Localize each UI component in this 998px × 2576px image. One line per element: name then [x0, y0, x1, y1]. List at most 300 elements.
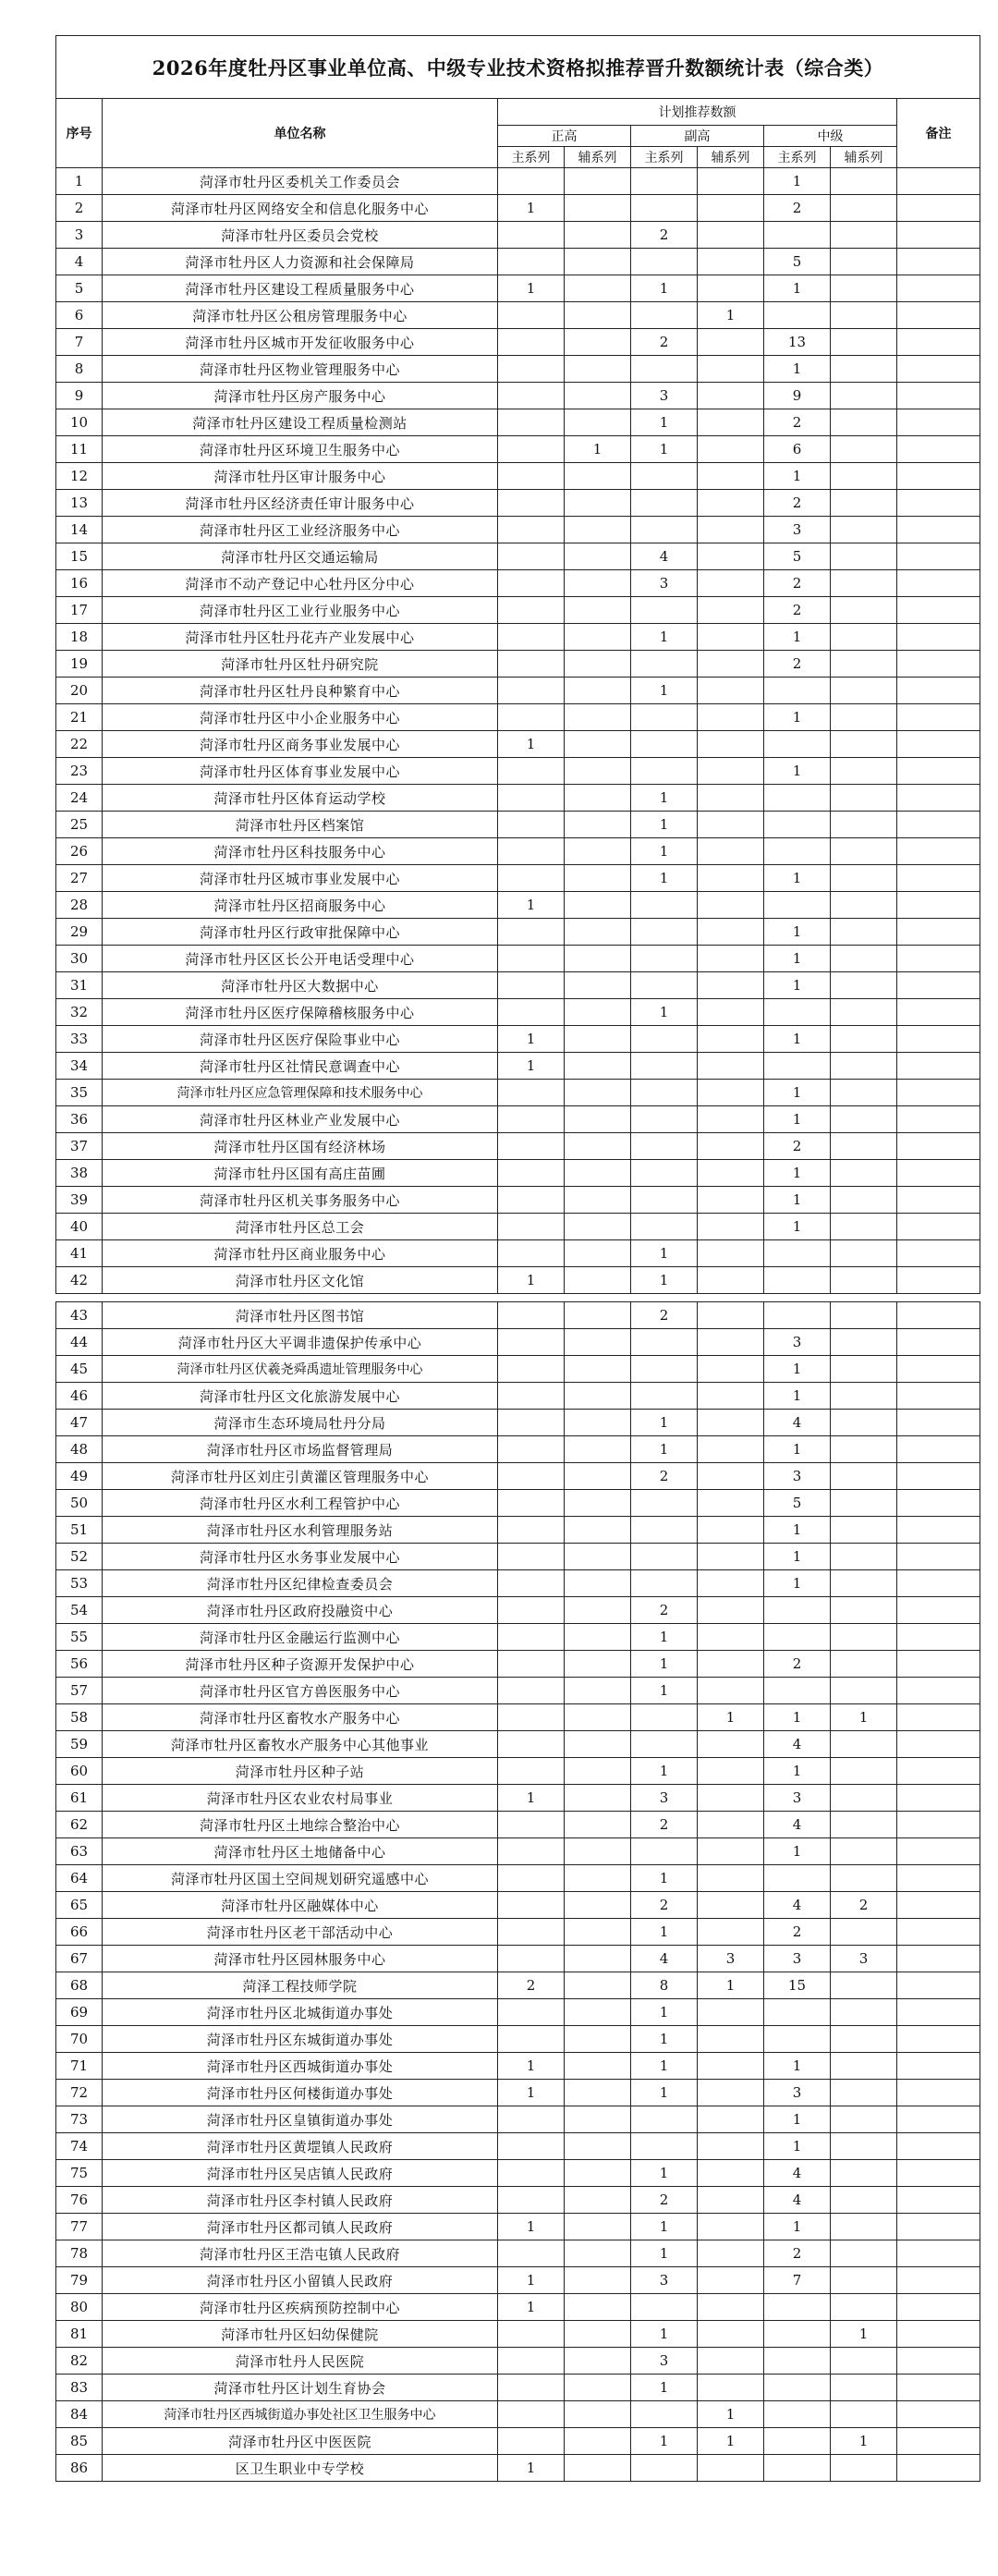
cell-zhenggao-main: 1 [498, 2455, 565, 2482]
cell-fugao-main [631, 1544, 698, 1570]
cell-seq: 85 [56, 2428, 103, 2455]
cell-note [897, 1490, 980, 1517]
cell-zhenggao-main: 1 [498, 892, 565, 919]
cell-note [897, 1187, 980, 1214]
cell-fugao-aux [698, 543, 764, 570]
cell-zhongji-main: 1 [764, 463, 831, 490]
cell-zhongji-aux [831, 812, 897, 838]
cell-zhenggao-main [498, 1214, 565, 1240]
cell-zhenggao-aux [565, 463, 631, 490]
table-row [56, 2053, 980, 2080]
cell-zhongji-main: 6 [764, 436, 831, 463]
cell-fugao-aux: 3 [698, 1946, 764, 1972]
cell-unit-name: 菏泽市牡丹区北城街道办事处 [103, 1999, 498, 2026]
cell-zhenggao-main [498, 2026, 565, 2053]
cell-zhongji-main: 4 [764, 2187, 831, 2214]
header-zhongji-aux: 辅系列 [831, 147, 897, 168]
cell-zhongji-main [764, 2428, 831, 2455]
cell-seq: 68 [56, 1972, 103, 1999]
cell-zhongji-main: 1 [764, 972, 831, 999]
cell-zhenggao-aux [565, 356, 631, 383]
table-row [56, 2428, 980, 2455]
header-zhenggao-main: 主系列 [498, 147, 565, 168]
cell-unit-name: 菏泽市牡丹区计划生育协会 [103, 2375, 498, 2401]
cell-note [897, 1329, 980, 1356]
cell-fugao-aux [698, 1410, 764, 1436]
cell-seq: 24 [56, 785, 103, 812]
table-row [56, 1026, 980, 1053]
cell-zhongji-aux [831, 731, 897, 758]
cell-fugao-main: 1 [631, 275, 698, 302]
cell-zhongji-main: 1 [764, 946, 831, 972]
cell-zhenggao-main: 1 [498, 1267, 565, 1294]
cell-zhongji-main: 1 [764, 1187, 831, 1214]
cell-unit-name: 菏泽市牡丹区疾病预防控制中心 [103, 2294, 498, 2321]
cell-zhenggao-aux [565, 1678, 631, 1704]
cell-zhenggao-main [498, 1678, 565, 1704]
cell-fugao-main: 3 [631, 2267, 698, 2294]
cell-note [897, 1240, 980, 1267]
header-note: 备注 [897, 99, 980, 168]
table-body-part2 [56, 1302, 980, 2482]
cell-zhenggao-aux [565, 1490, 631, 1517]
cell-zhenggao-main [498, 785, 565, 812]
cell-zhenggao-aux [565, 275, 631, 302]
cell-zhongji-aux [831, 2026, 897, 2053]
table-row [56, 543, 980, 570]
cell-zhenggao-aux [565, 919, 631, 946]
cell-zhenggao-main: 1 [498, 1026, 565, 1053]
cell-note [897, 1838, 980, 1865]
cell-zhongji-main [764, 2401, 831, 2428]
cell-fugao-main [631, 463, 698, 490]
table-row [56, 383, 980, 409]
cell-zhenggao-main: 1 [498, 275, 565, 302]
cell-zhongji-aux [831, 302, 897, 329]
cell-zhenggao-aux [565, 2106, 631, 2133]
cell-fugao-main: 1 [631, 1240, 698, 1267]
cell-zhenggao-main [498, 1302, 565, 1329]
cell-unit-name: 菏泽市牡丹区人力资源和社会保障局 [103, 249, 498, 275]
cell-zhongji-aux [831, 1972, 897, 1999]
cell-fugao-main [631, 892, 698, 919]
cell-seq: 2 [56, 195, 103, 222]
cell-fugao-aux [698, 731, 764, 758]
table-row [56, 1678, 980, 1704]
cell-zhenggao-aux [565, 517, 631, 543]
cell-fugao-aux [698, 1436, 764, 1463]
cell-zhenggao-aux [565, 812, 631, 838]
cell-note [897, 2428, 980, 2455]
cell-note [897, 999, 980, 1026]
cell-unit-name: 菏泽市牡丹区黄堽镇人民政府 [103, 2133, 498, 2160]
cell-unit-name: 菏泽市牡丹区土地综合整治中心 [103, 1812, 498, 1838]
cell-fugao-main: 2 [631, 1597, 698, 1624]
cell-fugao-aux [698, 1106, 764, 1133]
cell-seq: 60 [56, 1758, 103, 1785]
cell-fugao-aux [698, 1812, 764, 1838]
cell-zhenggao-aux [565, 383, 631, 409]
cell-zhongji-aux: 1 [831, 2428, 897, 2455]
cell-zhenggao-main [498, 1463, 565, 1490]
cell-zhongji-main [764, 892, 831, 919]
table-row [56, 1160, 980, 1187]
cell-zhongji-aux [831, 1329, 897, 1356]
cell-zhenggao-aux [565, 2428, 631, 2455]
cell-note [897, 1267, 980, 1294]
cell-seq: 39 [56, 1187, 103, 1214]
cell-unit-name: 菏泽市牡丹区物业管理服务中心 [103, 356, 498, 383]
cell-fugao-aux [698, 1356, 764, 1383]
cell-zhongji-main [764, 1597, 831, 1624]
table-title: 2026年度牡丹区事业单位高、中级专业技术资格拟推荐晋升数额统计表（综合类） [56, 36, 980, 99]
cell-note [897, 624, 980, 651]
cell-zhongji-main: 1 [764, 2133, 831, 2160]
cell-zhenggao-main [498, 490, 565, 517]
cell-fugao-aux [698, 919, 764, 946]
cell-zhenggao-aux [565, 1892, 631, 1919]
cell-zhenggao-main [498, 1356, 565, 1383]
cell-zhongji-aux [831, 2214, 897, 2240]
cell-note [897, 2455, 980, 2482]
header-zhenggao: 正高 [498, 126, 631, 147]
table-row [56, 1214, 980, 1240]
cell-seq: 78 [56, 2240, 103, 2267]
cell-fugao-aux [698, 704, 764, 731]
cell-zhongji-aux [831, 195, 897, 222]
table-row [56, 490, 980, 517]
cell-fugao-main: 2 [631, 329, 698, 356]
cell-note [897, 2080, 980, 2106]
cell-note [897, 222, 980, 249]
cell-zhongji-main: 3 [764, 517, 831, 543]
table-row [56, 1410, 980, 1436]
cell-zhenggao-main [498, 678, 565, 704]
cell-unit-name: 菏泽市牡丹区区长公开电话受理中心 [103, 946, 498, 972]
cell-fugao-aux [698, 999, 764, 1026]
cell-zhenggao-main [498, 1624, 565, 1651]
cell-unit-name: 菏泽市牡丹区中医医院 [103, 2428, 498, 2455]
cell-note [897, 2106, 980, 2133]
cell-zhenggao-aux [565, 2187, 631, 2214]
table-header [56, 36, 980, 168]
cell-fugao-main [631, 758, 698, 785]
cell-zhongji-aux [831, 517, 897, 543]
cell-note [897, 1080, 980, 1106]
cell-seq: 9 [56, 383, 103, 409]
cell-zhongji-main: 1 [764, 1026, 831, 1053]
page-break-gap [56, 1294, 980, 1302]
table-row [56, 1865, 980, 1892]
cell-seq: 71 [56, 2053, 103, 2080]
cell-zhenggao-main [498, 865, 565, 892]
table-row [56, 1490, 980, 1517]
cell-zhongji-aux [831, 758, 897, 785]
cell-unit-name: 菏泽市牡丹区图书馆 [103, 1302, 498, 1329]
cell-zhongji-main [764, 1302, 831, 1329]
cell-zhongji-main [764, 2455, 831, 2482]
cell-unit-name: 菏泽市牡丹区委员会党校 [103, 222, 498, 249]
cell-unit-name: 菏泽市牡丹区商务事业发展中心 [103, 731, 498, 758]
cell-note [897, 1463, 980, 1490]
cell-fugao-main [631, 249, 698, 275]
cell-zhenggao-aux [565, 1785, 631, 1812]
cell-fugao-main [631, 1517, 698, 1544]
cell-zhongji-main: 1 [764, 1214, 831, 1240]
cell-unit-name: 菏泽市牡丹区房产服务中心 [103, 383, 498, 409]
cell-zhongji-main: 1 [764, 1838, 831, 1865]
cell-zhenggao-main [498, 168, 565, 195]
table-row [56, 2401, 980, 2428]
cell-seq: 44 [56, 1329, 103, 1356]
cell-zhongji-aux [831, 1570, 897, 1597]
cell-fugao-aux [698, 222, 764, 249]
cell-zhenggao-main [498, 919, 565, 946]
cell-seq: 20 [56, 678, 103, 704]
cell-fugao-aux [698, 1302, 764, 1329]
cell-zhenggao-aux [565, 651, 631, 678]
cell-zhongji-aux [831, 1214, 897, 1240]
cell-fugao-main: 4 [631, 1946, 698, 1972]
cell-note [897, 785, 980, 812]
cell-zhongji-aux [831, 2455, 897, 2482]
table-row [56, 195, 980, 222]
cell-zhongji-main: 1 [764, 275, 831, 302]
cell-zhongji-main: 2 [764, 597, 831, 624]
cell-fugao-aux [698, 1133, 764, 1160]
cell-fugao-aux [698, 2160, 764, 2187]
cell-seq: 69 [56, 1999, 103, 2026]
cell-note [897, 865, 980, 892]
cell-fugao-aux [698, 329, 764, 356]
cell-seq: 57 [56, 1678, 103, 1704]
cell-zhongji-aux [831, 1758, 897, 1785]
cell-unit-name: 菏泽市牡丹区水务事业发展中心 [103, 1544, 498, 1570]
cell-unit-name: 菏泽市牡丹区市场监督管理局 [103, 1436, 498, 1463]
cell-fugao-main [631, 490, 698, 517]
header-fugao: 副高 [631, 126, 764, 147]
cell-seq: 34 [56, 1053, 103, 1080]
cell-seq: 41 [56, 1240, 103, 1267]
cell-zhongji-main: 2 [764, 195, 831, 222]
cell-zhenggao-aux [565, 1999, 631, 2026]
cell-note [897, 1624, 980, 1651]
table-row [56, 570, 980, 597]
cell-fugao-main [631, 1160, 698, 1187]
cell-zhenggao-aux [565, 1865, 631, 1892]
cell-unit-name: 菏泽市牡丹区总工会 [103, 1214, 498, 1240]
table-row [56, 1651, 980, 1678]
cell-zhenggao-aux [565, 2240, 631, 2267]
cell-seq: 32 [56, 999, 103, 1026]
cell-fugao-main: 1 [631, 409, 698, 436]
cell-unit-name: 菏泽市牡丹区审计服务中心 [103, 463, 498, 490]
cell-zhongji-aux [831, 972, 897, 999]
cell-note [897, 1999, 980, 2026]
cell-zhongji-aux [831, 1026, 897, 1053]
cell-unit-name: 菏泽市牡丹区牡丹良种繁育中心 [103, 678, 498, 704]
cell-zhenggao-main [498, 2160, 565, 2187]
cell-zhongji-aux [831, 1463, 897, 1490]
cell-zhongji-aux [831, 1240, 897, 1267]
cell-zhenggao-aux [565, 1356, 631, 1383]
table-row [56, 1972, 980, 1999]
cell-zhenggao-aux [565, 249, 631, 275]
cell-fugao-main [631, 2106, 698, 2133]
cell-zhenggao-aux [565, 302, 631, 329]
cell-seq: 46 [56, 1383, 103, 1410]
header-zhongji-main: 主系列 [764, 147, 831, 168]
cell-note [897, 838, 980, 865]
cell-note [897, 302, 980, 329]
cell-zhongji-aux [831, 1080, 897, 1106]
cell-fugao-aux [698, 1570, 764, 1597]
cell-fugao-aux [698, 1892, 764, 1919]
cell-zhenggao-aux [565, 1812, 631, 1838]
cell-zhongji-main: 1 [764, 1758, 831, 1785]
cell-zhongji-main: 1 [764, 865, 831, 892]
cell-zhongji-aux [831, 1383, 897, 1410]
table-row [56, 1463, 980, 1490]
cell-zhongji-main: 2 [764, 1133, 831, 1160]
cell-fugao-aux: 1 [698, 1972, 764, 1999]
cell-note [897, 731, 980, 758]
table-row [56, 2267, 980, 2294]
cell-zhenggao-main [498, 812, 565, 838]
cell-zhenggao-aux [565, 1267, 631, 1294]
cell-note [897, 1106, 980, 1133]
cell-zhenggao-main [498, 999, 565, 1026]
cell-unit-name: 菏泽市牡丹人民医院 [103, 2348, 498, 2375]
cell-zhongji-aux [831, 1187, 897, 1214]
cell-fugao-main: 1 [631, 1678, 698, 1704]
cell-zhenggao-aux [565, 2080, 631, 2106]
cell-fugao-main [631, 1490, 698, 1517]
cell-zhongji-aux [831, 2240, 897, 2267]
cell-zhenggao-main [498, 2133, 565, 2160]
cell-note [897, 490, 980, 517]
table-row [56, 2375, 980, 2401]
cell-zhongji-aux [831, 1490, 897, 1517]
cell-seq: 18 [56, 624, 103, 651]
cell-unit-name: 菏泽市牡丹区医疗保障稽核服务中心 [103, 999, 498, 1026]
cell-zhenggao-aux [565, 731, 631, 758]
cell-note [897, 249, 980, 275]
cell-zhongji-main: 5 [764, 543, 831, 570]
cell-zhongji-aux [831, 1053, 897, 1080]
cell-zhongji-main: 2 [764, 651, 831, 678]
cell-note [897, 1410, 980, 1436]
table-row [56, 919, 980, 946]
cell-fugao-aux [698, 1919, 764, 1946]
cell-zhenggao-main [498, 1544, 565, 1570]
cell-zhongji-aux [831, 1133, 897, 1160]
cell-fugao-main [631, 1356, 698, 1383]
cell-fugao-main [631, 2455, 698, 2482]
quota-table [55, 35, 980, 2482]
cell-zhongji-main: 4 [764, 1892, 831, 1919]
cell-zhenggao-aux [565, 222, 631, 249]
cell-unit-name: 菏泽市牡丹区医疗保险事业中心 [103, 1026, 498, 1053]
table-row [56, 2106, 980, 2133]
cell-seq: 4 [56, 249, 103, 275]
cell-note [897, 195, 980, 222]
cell-zhenggao-main [498, 624, 565, 651]
cell-seq: 61 [56, 1785, 103, 1812]
cell-zhenggao-main [498, 704, 565, 731]
table-row [56, 1356, 980, 1383]
cell-unit-name: 菏泽市牡丹区纪律检查委员会 [103, 1570, 498, 1597]
cell-zhenggao-main [498, 1651, 565, 1678]
cell-note [897, 1892, 980, 1919]
cell-zhongji-aux [831, 1302, 897, 1329]
cell-note [897, 1356, 980, 1383]
cell-zhongji-aux [831, 865, 897, 892]
cell-fugao-aux [698, 972, 764, 999]
table-row [56, 1812, 980, 1838]
cell-fugao-main [631, 651, 698, 678]
cell-unit-name: 菏泽市生态环境局牡丹分局 [103, 1410, 498, 1436]
cell-note [897, 1785, 980, 1812]
cell-fugao-main [631, 1080, 698, 1106]
cell-zhongji-aux [831, 1678, 897, 1704]
cell-seq: 59 [56, 1731, 103, 1758]
cell-unit-name: 菏泽市牡丹区王浩屯镇人民政府 [103, 2240, 498, 2267]
cell-fugao-main [631, 704, 698, 731]
cell-fugao-main: 1 [631, 1267, 698, 1294]
cell-note [897, 168, 980, 195]
table-row [56, 1080, 980, 1106]
cell-seq: 77 [56, 2214, 103, 2240]
cell-seq: 63 [56, 1838, 103, 1865]
cell-zhenggao-main [498, 436, 565, 463]
cell-zhenggao-main [498, 1731, 565, 1758]
table-row [56, 1329, 980, 1356]
cell-fugao-aux [698, 2455, 764, 2482]
cell-zhongji-aux [831, 2187, 897, 2214]
cell-unit-name: 菏泽市牡丹区招商服务中心 [103, 892, 498, 919]
cell-seq: 19 [56, 651, 103, 678]
cell-zhenggao-main [498, 651, 565, 678]
cell-fugao-aux [698, 275, 764, 302]
cell-unit-name: 菏泽市牡丹区国有高庄苗圃 [103, 1160, 498, 1187]
cell-zhenggao-main [498, 597, 565, 624]
cell-fugao-main: 1 [631, 2080, 698, 2106]
cell-seq: 13 [56, 490, 103, 517]
cell-zhenggao-main [498, 1410, 565, 1436]
cell-fugao-main: 3 [631, 383, 698, 409]
cell-fugao-main: 1 [631, 2240, 698, 2267]
cell-note [897, 2240, 980, 2267]
cell-zhongji-main [764, 1267, 831, 1294]
cell-seq: 76 [56, 2187, 103, 2214]
cell-note [897, 570, 980, 597]
cell-zhenggao-aux [565, 678, 631, 704]
cell-zhongji-main [764, 2026, 831, 2053]
cell-zhongji-aux [831, 2053, 897, 2080]
cell-zhenggao-aux [565, 1597, 631, 1624]
cell-zhenggao-aux [565, 865, 631, 892]
cell-note [897, 597, 980, 624]
cell-zhenggao-aux [565, 543, 631, 570]
cell-note [897, 1758, 980, 1785]
cell-note [897, 2187, 980, 2214]
cell-seq: 49 [56, 1463, 103, 1490]
cell-fugao-aux [698, 1267, 764, 1294]
cell-zhenggao-main: 1 [498, 2053, 565, 2080]
cell-zhongji-aux: 1 [831, 2321, 897, 2348]
cell-note [897, 2133, 980, 2160]
